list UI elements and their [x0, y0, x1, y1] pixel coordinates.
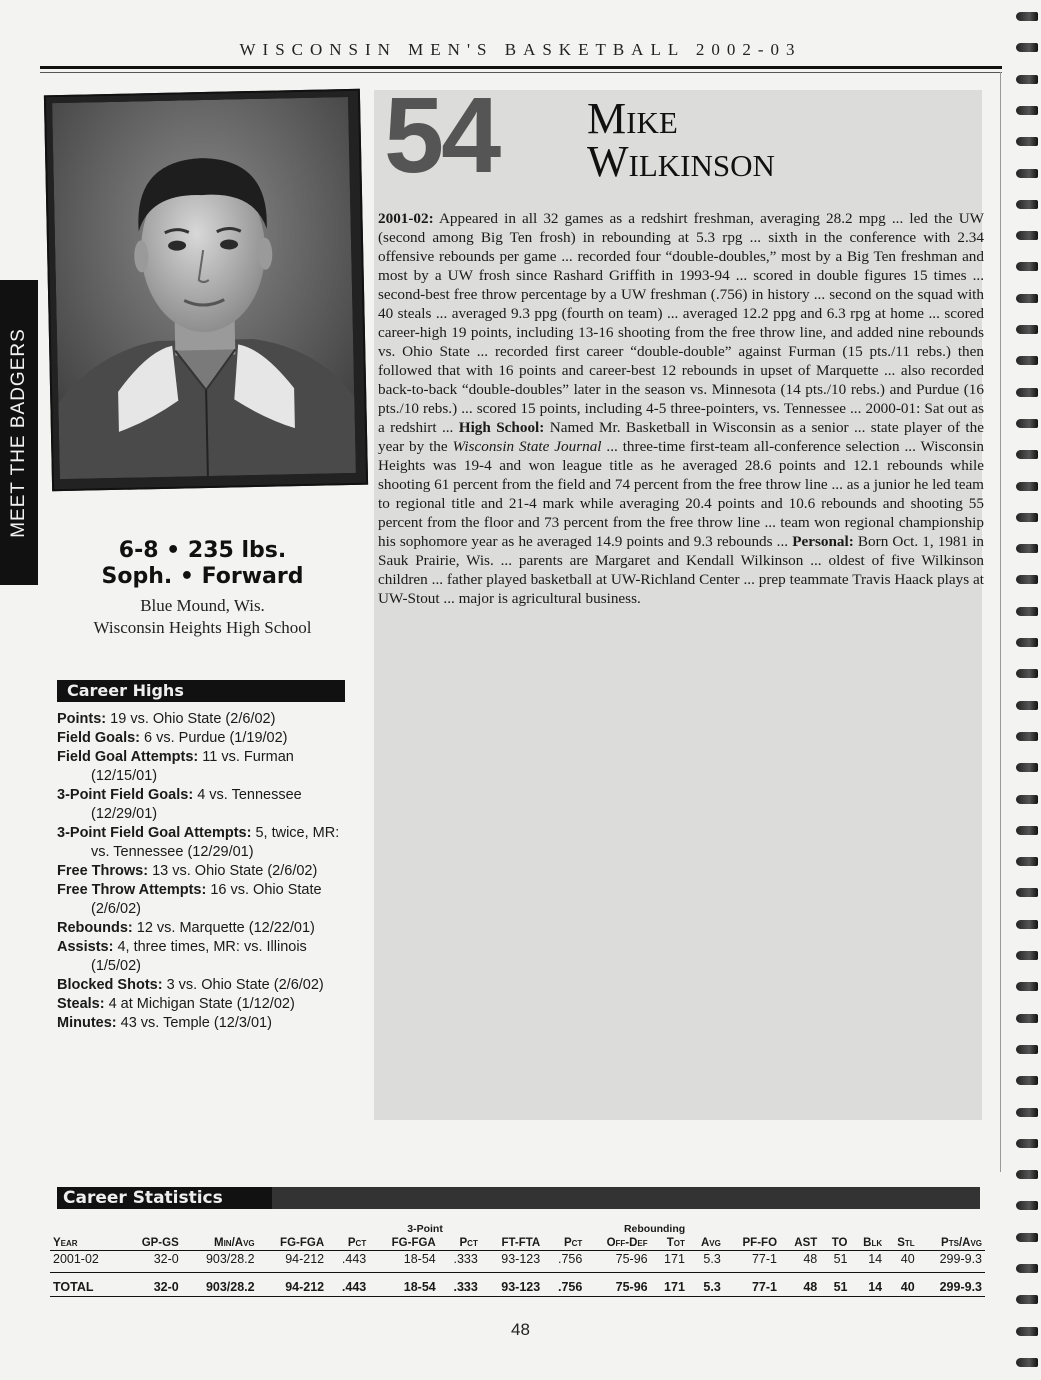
stats-cell: 2001-02	[53, 1252, 99, 1266]
binding-coil	[1016, 982, 1038, 991]
career-high-value: 12 vs. Marquette (12/22/01)	[136, 920, 315, 936]
bio-personal-label: Personal:	[792, 533, 854, 550]
career-high-item	[57, 881, 347, 919]
stats-total-cell: 18-54	[369, 1273, 439, 1297]
header-rule	[40, 66, 1002, 69]
stats-cell: 5.3	[703, 1252, 721, 1266]
binding-coil	[1016, 795, 1038, 804]
career-highs-title: Career Highs	[67, 681, 184, 700]
career-high-item	[57, 995, 347, 1014]
career-high-label: Rebounds:	[57, 920, 133, 936]
career-high-label: Assists:	[57, 939, 114, 955]
stats-column-header: Off-Def	[585, 1236, 650, 1251]
binding-coil	[1016, 920, 1038, 929]
career-high-label: Minutes:	[57, 1015, 117, 1031]
career-stats-header	[57, 1187, 980, 1209]
stats-total-cell: 94-212	[258, 1273, 328, 1297]
binding-coil	[1016, 669, 1038, 678]
stats-season-row	[50, 1251, 985, 1273]
career-high-value: 19 vs. Ohio State (2/6/02)	[110, 711, 276, 727]
player-last-name-text: Wilkinson	[587, 137, 775, 186]
stats-total-cell: 171	[651, 1273, 688, 1297]
binding-coil	[1016, 325, 1038, 334]
binding-coil	[1016, 419, 1038, 428]
binding-coil	[1016, 1014, 1038, 1023]
stats-column-header: Min/Avg	[182, 1236, 258, 1251]
binding-coil	[1016, 638, 1038, 647]
binding-coil	[1016, 106, 1038, 115]
binding-coil	[1016, 607, 1038, 616]
career-stats-header-fill	[272, 1187, 980, 1209]
jersey-number: 54	[384, 74, 499, 195]
career-high-value: 6 vs. Purdue (1/19/02)	[144, 730, 288, 746]
career-stats-title: Career Statistics	[63, 1188, 223, 1208]
binding-coil	[1016, 857, 1038, 866]
section-tab[interactable]	[0, 280, 38, 585]
stats-cell: 14	[868, 1252, 883, 1266]
career-high-item	[57, 1014, 347, 1033]
group-3pt-label: 3-Point	[407, 1223, 443, 1235]
binding-coil	[1016, 12, 1038, 21]
binding-coil	[1016, 200, 1038, 209]
binding-coil	[1016, 513, 1038, 522]
career-high-item	[57, 862, 347, 881]
career-high-label: Steals:	[57, 996, 105, 1012]
binding-coil	[1016, 1139, 1038, 1148]
career-high-value: 3 vs. Ohio State (2/6/02)	[166, 977, 324, 993]
binding-coil	[1016, 169, 1038, 178]
binding-coil	[1016, 1358, 1038, 1367]
stats-column-header: Year	[50, 1236, 122, 1251]
bio-season-text: Appeared in all 32 games as a redshirt freshman, averaging 28.2 mpg ... led the UW (second among Big Ten frosh) in rebounding at 5.3 rpg ... sixth in the conference with 2.34 offensive rebounds per game ... recorded four “double-doubles,” most by a Big Ten freshman and most by a UW frosh since Rashard Griffith in 1993-94 ... scored in double figures 15 times ... second-best free throw percentage by a UW freshman (.756) in history ... second on the squad with 40 steals ... averaged 9.3 ppg (fourth on team) ... averaged 12.2 ppg and 6.3 rpg at home ... scored career-high 19 points, including 13-16 shooting from the free throw line, and added nine rebounds vs. Ohio State ... recorded first career “double-double” against Furman (15 pts./11 rebs.) then followed that with 16 points and career-best 12 rebounds in upset of Marquette ... also recorded back-to-back “double-doubles” later in the season vs. Minnesota (14 pts./10 rebs.) and Purdue (16 pts./10 rebs.) ... scored 15 points, including 4-5 three-pointers, vs. Tennessee ... 2000-01: Sat out as a redshirt ...	[378, 210, 984, 436]
career-stats-table	[50, 1222, 985, 1297]
binding-coil	[1016, 262, 1038, 271]
stats-total-cell: TOTAL	[50, 1273, 122, 1297]
career-high-value: 4, three times, MR: vs. Illinois (1/5/02)	[91, 939, 307, 974]
stats-cell: 77-1	[751, 1252, 778, 1266]
career-high-item	[57, 919, 347, 938]
player-first-name-text: Mike	[587, 94, 678, 143]
career-high-value: 16 vs. Ohio State (2/6/02)	[91, 882, 322, 917]
career-high-item	[57, 786, 347, 824]
career-high-value: 13 vs. Ohio State (2/6/02)	[152, 863, 318, 879]
player-photo	[44, 89, 368, 492]
career-high-value: 43 vs. Temple (12/3/01)	[120, 1015, 272, 1031]
stats-cell: 903/28.2	[205, 1252, 255, 1266]
stats-cell: 75-96	[615, 1252, 648, 1266]
stats-column-header: FT-FTA	[481, 1236, 543, 1251]
stats-cell: 93-123	[501, 1252, 541, 1266]
stats-column-header: Stl	[885, 1236, 918, 1251]
high-school: Wisconsin Heights High School	[93, 618, 312, 637]
header-rule-thin	[40, 72, 1002, 73]
stats-cell: 171	[664, 1252, 685, 1266]
stats-column-header-row	[50, 1236, 985, 1251]
stats-cell: 40	[900, 1252, 915, 1266]
bio-hs-text-b: ... three-time first-team all-conference selection ... Wisconsin Heights was 19-4 and won league title as he averaged 28.6 points and 12.1 rebounds while shooting 61 percent from the field and 74 percent from the free throw line ... as a junior he led team to regional title and 21-4 mark while averaging 20.4 points and 10.6 rebounds and shooting 55 percent from the floor and 73 percent from the free throw line ... team won regional championship his sophomore year as he averaged 14.9 points and 9.3 rebounds ...	[378, 438, 985, 550]
binding-coil	[1016, 1233, 1038, 1242]
career-high-label: Free Throw Attempts:	[57, 882, 207, 898]
binding-coil	[1016, 137, 1038, 146]
stats-total-cell: 32-0	[122, 1273, 182, 1297]
height-weight: 6-8 • 235 lbs.	[118, 538, 287, 563]
binding-coil	[1016, 1264, 1038, 1273]
career-high-value: 4 at Michigan State (1/12/02)	[108, 996, 295, 1012]
section-tab-label: MEET THE BADGERS	[8, 327, 29, 538]
career-high-item	[57, 938, 347, 976]
stats-total-cell: 903/28.2	[182, 1273, 258, 1297]
binding-coil	[1016, 732, 1038, 741]
career-high-item	[57, 729, 347, 748]
career-high-value: 4 vs. Tennessee (12/29/01)	[91, 787, 302, 822]
stats-column-header: Pct	[327, 1236, 369, 1251]
player-portrait-illustration	[52, 97, 356, 479]
stats-total-cell: 40	[885, 1273, 918, 1297]
stats-column-header: Tot	[651, 1236, 688, 1251]
binding-coil	[1016, 575, 1038, 584]
stats-column-header: Pct	[543, 1236, 585, 1251]
stats-column-header: Blk	[850, 1236, 885, 1251]
bio-hs-text-a: Named Mr. Basketball in Wisconsin as a senior ... state player of the year by the	[378, 419, 984, 455]
career-highs-header	[57, 680, 345, 702]
stats-cell: 299-9.3	[939, 1252, 982, 1266]
binding-coil	[1016, 544, 1038, 553]
player-first-name	[587, 94, 678, 143]
spiral-binding	[1012, 8, 1041, 1380]
career-high-value: 5, twice, MR: vs. Tennessee (12/29/01)	[91, 825, 340, 860]
binding-coil	[1016, 1170, 1038, 1179]
stats-total-cell: .443	[327, 1273, 369, 1297]
career-high-label: Field Goals:	[57, 730, 140, 746]
stats-column-header: AST	[780, 1236, 820, 1251]
player-bio	[378, 209, 984, 608]
career-high-value: 11 vs. Furman (12/15/01)	[91, 749, 294, 784]
group-rebounding-label: Rebounding	[623, 1223, 686, 1235]
binding-coil	[1016, 888, 1038, 897]
stats-cell: .756	[557, 1252, 583, 1266]
stats-column-header: GP-GS	[122, 1236, 182, 1251]
stats-cell: .333	[453, 1252, 478, 1266]
hometown: Blue Mound, Wis.	[140, 596, 265, 615]
player-last-name	[587, 137, 775, 186]
stats-column-header: PF-FO	[724, 1236, 780, 1251]
stats-column-header: Pct	[439, 1236, 481, 1251]
stats-total-cell: 75-96	[585, 1273, 650, 1297]
career-high-label: Points:	[57, 711, 107, 727]
binding-coil	[1016, 231, 1038, 240]
class-position: Soph. • Forward	[101, 564, 304, 589]
stats-column-header: Pts/Avg	[918, 1236, 985, 1251]
stats-cell: 94-212	[285, 1252, 325, 1266]
stats-column-header: FG-FGA	[258, 1236, 328, 1251]
stats-column-header: TO	[820, 1236, 850, 1251]
stats-total-cell: 299-9.3	[918, 1273, 985, 1297]
career-high-item	[57, 710, 347, 729]
stats-total-cell: 14	[850, 1273, 885, 1297]
bio-hs-publication: Wisconsin State Journal	[452, 438, 602, 455]
binding-coil	[1016, 701, 1038, 710]
running-head: WISCONSIN MEN'S BASKETBALL 2002-03	[239, 40, 802, 59]
career-high-item	[57, 748, 347, 786]
binding-coil	[1016, 388, 1038, 397]
right-margin-rule	[1000, 72, 1001, 1172]
stats-total-cell: 51	[820, 1273, 850, 1297]
stats-total-row	[50, 1273, 985, 1297]
binding-coil	[1016, 1108, 1038, 1117]
stats-total-cell: .333	[439, 1273, 481, 1297]
career-high-label: Blocked Shots:	[57, 977, 163, 993]
stats-total-cell: .756	[543, 1273, 585, 1297]
stats-cell: 18-54	[403, 1252, 436, 1266]
bio-hs-label: High School:	[458, 419, 545, 436]
stats-cell: 32-0	[153, 1252, 179, 1266]
stats-cell: .443	[341, 1252, 367, 1266]
binding-coil	[1016, 1295, 1038, 1304]
binding-coil	[1016, 75, 1038, 84]
stats-total-cell: 5.3	[688, 1273, 724, 1297]
bio-personal-text: Born Oct. 1, 1981 in Sauk Prairie, Wis. ... parents are Margaret and Kendall Wilkinson ... oldest of five Wilkinson children ... father played basketball at UW-Richland Center ... prep teammate Travis Haack plays at UW-Stout ... major is agricultural business.	[378, 533, 985, 607]
binding-coil	[1016, 294, 1038, 303]
career-highs-list	[57, 710, 347, 1033]
stats-column-header: Avg	[688, 1236, 724, 1251]
bio-season-label: 2001-02:	[378, 210, 434, 227]
career-high-label: Free Throws:	[57, 863, 149, 879]
career-high-label: Field Goal Attempts:	[57, 749, 199, 765]
binding-coil	[1016, 1076, 1038, 1085]
career-high-label: 3-Point Field Goal Attempts:	[57, 825, 252, 841]
binding-coil	[1016, 763, 1038, 772]
stats-total-cell: 48	[780, 1273, 820, 1297]
binding-coil	[1016, 1045, 1038, 1054]
binding-coil	[1016, 951, 1038, 960]
stats-cell: 48	[803, 1252, 818, 1266]
binding-coil	[1016, 43, 1038, 52]
binding-coil	[1016, 826, 1038, 835]
stats-cell: 51	[833, 1252, 848, 1266]
stats-total-cell: 93-123	[481, 1273, 543, 1297]
binding-coil	[1016, 450, 1038, 459]
binding-coil	[1016, 1201, 1038, 1210]
career-high-label: 3-Point Field Goals:	[57, 787, 194, 803]
stats-column-header: FG-FGA	[369, 1236, 439, 1251]
binding-coil	[1016, 482, 1038, 491]
stats-total-cell: 77-1	[724, 1273, 780, 1297]
stats-group-header-row	[50, 1222, 985, 1236]
page-number: 48	[511, 1320, 530, 1339]
career-high-item	[57, 824, 347, 862]
career-high-item	[57, 976, 347, 995]
player-vitals	[50, 538, 355, 590]
binding-coil	[1016, 356, 1038, 365]
